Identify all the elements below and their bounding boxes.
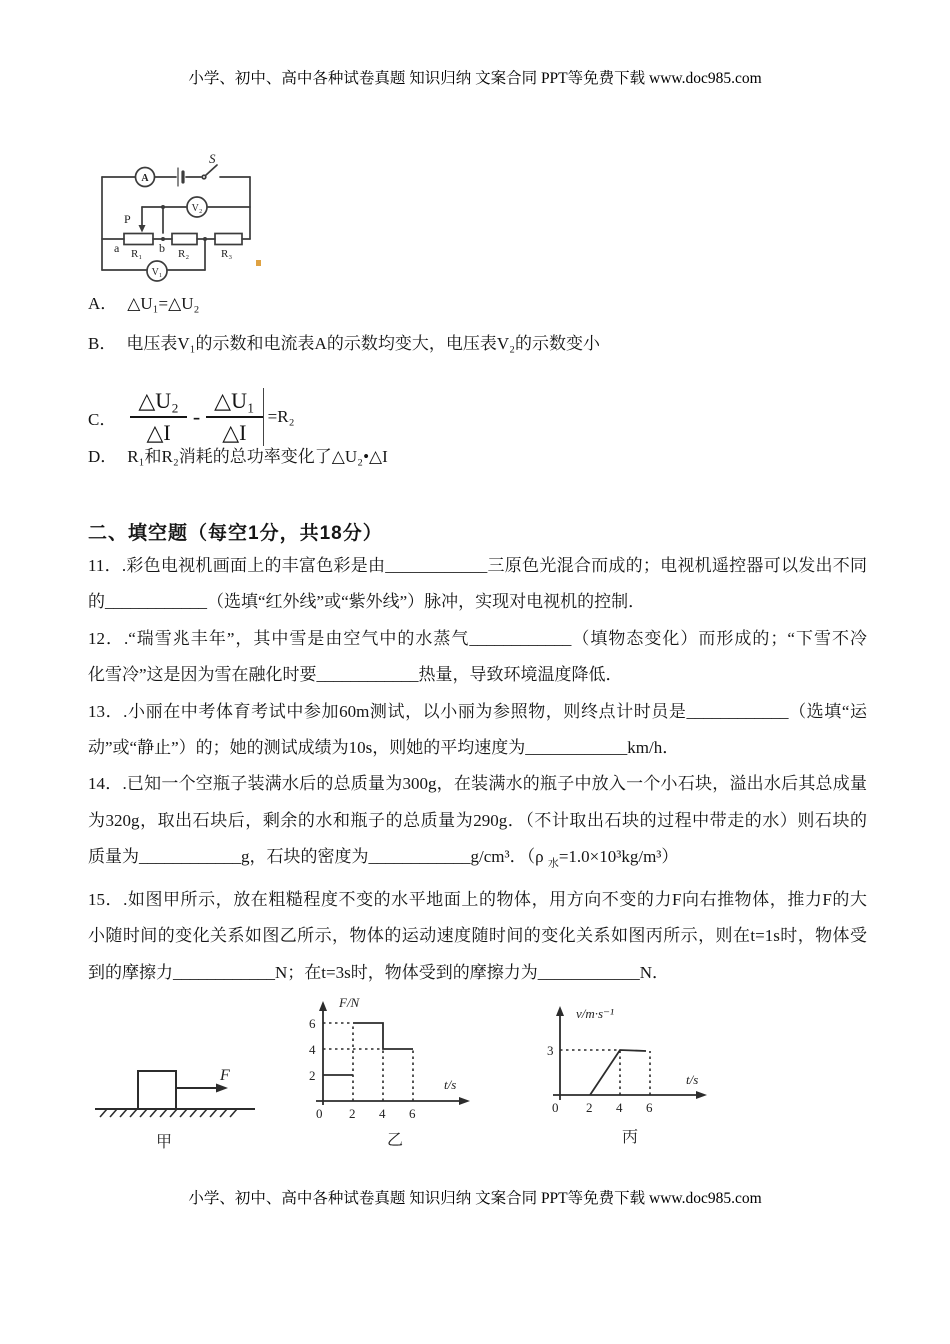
switch-label: S (209, 151, 216, 166)
hatch (110, 1109, 117, 1117)
question-line: 的____________（选填“红外线”或“紫外线”）脉冲，实现对电视机的控制． (88, 592, 646, 612)
hatch (170, 1109, 177, 1117)
y-axis-arrowhead (556, 1006, 564, 1016)
y-axis-label: v/m·s⁻¹ (576, 1006, 614, 1021)
question-line: 15．.如图甲所示，放在粗糙程度不变的水平地面上的物体，用方向不变的力F向右推物体，推力F的大 (88, 890, 867, 910)
switch-lever (206, 165, 218, 176)
r3-label: R₃ (221, 248, 233, 260)
option-d-label: D． (88, 447, 118, 466)
slider-arrowhead (139, 225, 146, 233)
question-line: 到的摩擦力____________N；在t=3s时，物体受到的摩擦力为____________N． (88, 962, 669, 982)
hatch (150, 1109, 157, 1117)
y-axis-arrowhead (319, 1001, 327, 1011)
option-b (88, 326, 878, 362)
hatch (180, 1109, 187, 1117)
force-arrowhead (216, 1084, 228, 1093)
section-title: 二、填空题（每空1分，共18分） (88, 523, 383, 544)
minus-sign: - (192, 404, 201, 429)
xtick-4: 4 (379, 1106, 386, 1121)
hatch (130, 1109, 137, 1117)
hatch (160, 1109, 167, 1117)
xtick-6: 6 (409, 1106, 416, 1121)
option-a-text: △U₁=△U₂ (127, 294, 200, 313)
hatch (200, 1109, 207, 1117)
x-axis-arrowhead (459, 1097, 470, 1105)
option-a-label: A． (88, 294, 118, 313)
voltmeter1-label: V₁ (151, 267, 163, 278)
y-axis-label: F/N (339, 995, 360, 1010)
figure-jia-block-diagram (90, 1018, 300, 1153)
point-b-label: b (159, 241, 165, 255)
figure-jia-caption: 甲 (156, 1134, 173, 1151)
xtick-2: 2 (349, 1106, 356, 1121)
voltmeter2-label: V₂ (191, 203, 203, 214)
fraction-2-denominator: △I (222, 420, 247, 445)
r2-label: R₂ (178, 248, 190, 260)
fraction-1-denominator: △I (146, 420, 171, 445)
fraction-1 (130, 388, 186, 446)
option-d (88, 439, 878, 475)
fraction-2 (206, 388, 263, 446)
option-b-label: B． (88, 334, 117, 353)
question-line: 为320g，取出石块后，剩余的水和瓶子的总质量为290g．（不计取出石块的过程中带走的水）则石块的 (88, 810, 867, 830)
segment-f6-f4 (353, 1023, 413, 1049)
footer-note: 小学、初中、高中各种试卷真题 知识归纳 文案合同 PPT等免费下载 www.doc985.com (188, 1190, 762, 1207)
scan-artifact-dot (256, 260, 261, 266)
figure-yi-force-graph (303, 993, 483, 1151)
option-a (88, 286, 878, 322)
r1-label: R₁ (131, 248, 143, 260)
x-axis-arrowhead (696, 1091, 707, 1099)
hatch (100, 1109, 107, 1117)
hatch (210, 1109, 217, 1117)
origin-label: 0 (552, 1100, 559, 1115)
header-note: 小学、初中、高中各种试卷真题 知识归纳 文案合同 PPT等免费下载 www.doc985.com (188, 70, 762, 87)
xtick-6: 6 (646, 1100, 653, 1115)
fraction-1-numerator: △U₂ (130, 388, 186, 418)
option-c-label: C． (88, 409, 117, 429)
question-line: 化雪冷”这是因为雪在融化时要____________热量，导致环境温度降低． (88, 665, 623, 685)
figure-yi-caption: 乙 (387, 1132, 404, 1149)
ytick-6: 6 (309, 1016, 316, 1031)
point-a-label: a (114, 241, 120, 255)
question-line: 12．.“瑞雪兆丰年”，其中雪是由空气中的水蒸气____________（填物态变化）而形成的；“下雪不冷 (88, 628, 867, 648)
question-line: 小随时间的变化关系如图乙所示，物体的运动速度随时间的变化关系如图丙所示，则在t=1s时，物体受 (88, 926, 867, 946)
block (138, 1071, 176, 1109)
node-dot (161, 205, 165, 209)
rheostat-r1 (124, 234, 153, 245)
question-line: 11．.彩色电视机画面上的丰富色彩是由____________三原色光混合而成的；电视机遥控器可以发出不同 (88, 556, 867, 575)
x-axis-label: t/s (444, 1077, 457, 1092)
questions (88, 548, 867, 991)
hatch (140, 1109, 147, 1117)
question-line: 动”或“静止”）的；她的测试成绩为10s，则她的平均速度为____________km/h． (88, 738, 680, 758)
option-b-text: 电压表V₁的示数和电流表A的示数均变大，电压表V₂的示数变小 (126, 334, 601, 353)
x-axis-label: t/s (686, 1072, 699, 1087)
circuit-diagram (92, 145, 267, 285)
slider-label: P (124, 212, 131, 226)
hatch (230, 1109, 237, 1117)
ytick-4: 4 (309, 1042, 316, 1057)
question-line: 14．.已知一个空瓶子装满水后的总质量为300g，在装满水的瓶子中放入一个小石块，溢出水后其总成量 (88, 774, 867, 794)
ammeter-label: A (141, 173, 149, 184)
hatch (120, 1109, 127, 1117)
xtick-2: 2 (586, 1100, 593, 1115)
ytick-3: 3 (547, 1043, 554, 1058)
question-line: 质量为____________g，石块的密度为____________g/cm³．（ρ $_水$=1.0×10³kg/m³） (88, 847, 679, 870)
xtick-4: 4 (616, 1100, 623, 1115)
resistor-r3 (215, 234, 242, 245)
hatch (190, 1109, 197, 1117)
node-dot (203, 237, 207, 241)
velocity-line (590, 1050, 646, 1095)
force-label: F (220, 1067, 230, 1084)
hatch (220, 1109, 227, 1117)
ytick-2: 2 (309, 1068, 316, 1083)
question-line: 13．.小丽在中考体育考试中参加60m测试，以小丽为参照物，则终点计时员是____________（选填“运 (88, 701, 867, 721)
equals-r2: =R₂ (267, 407, 295, 426)
option-d-text: R₁和R₂消耗的总功率变化了△U₂•△I (127, 447, 388, 466)
resistor-r2 (172, 234, 197, 245)
figure-bing-velocity-graph (538, 998, 718, 1148)
figure-bing-caption: 丙 (622, 1129, 639, 1146)
fraction-2-numerator: △U₁ (206, 388, 262, 418)
origin-label: 0 (316, 1106, 323, 1121)
